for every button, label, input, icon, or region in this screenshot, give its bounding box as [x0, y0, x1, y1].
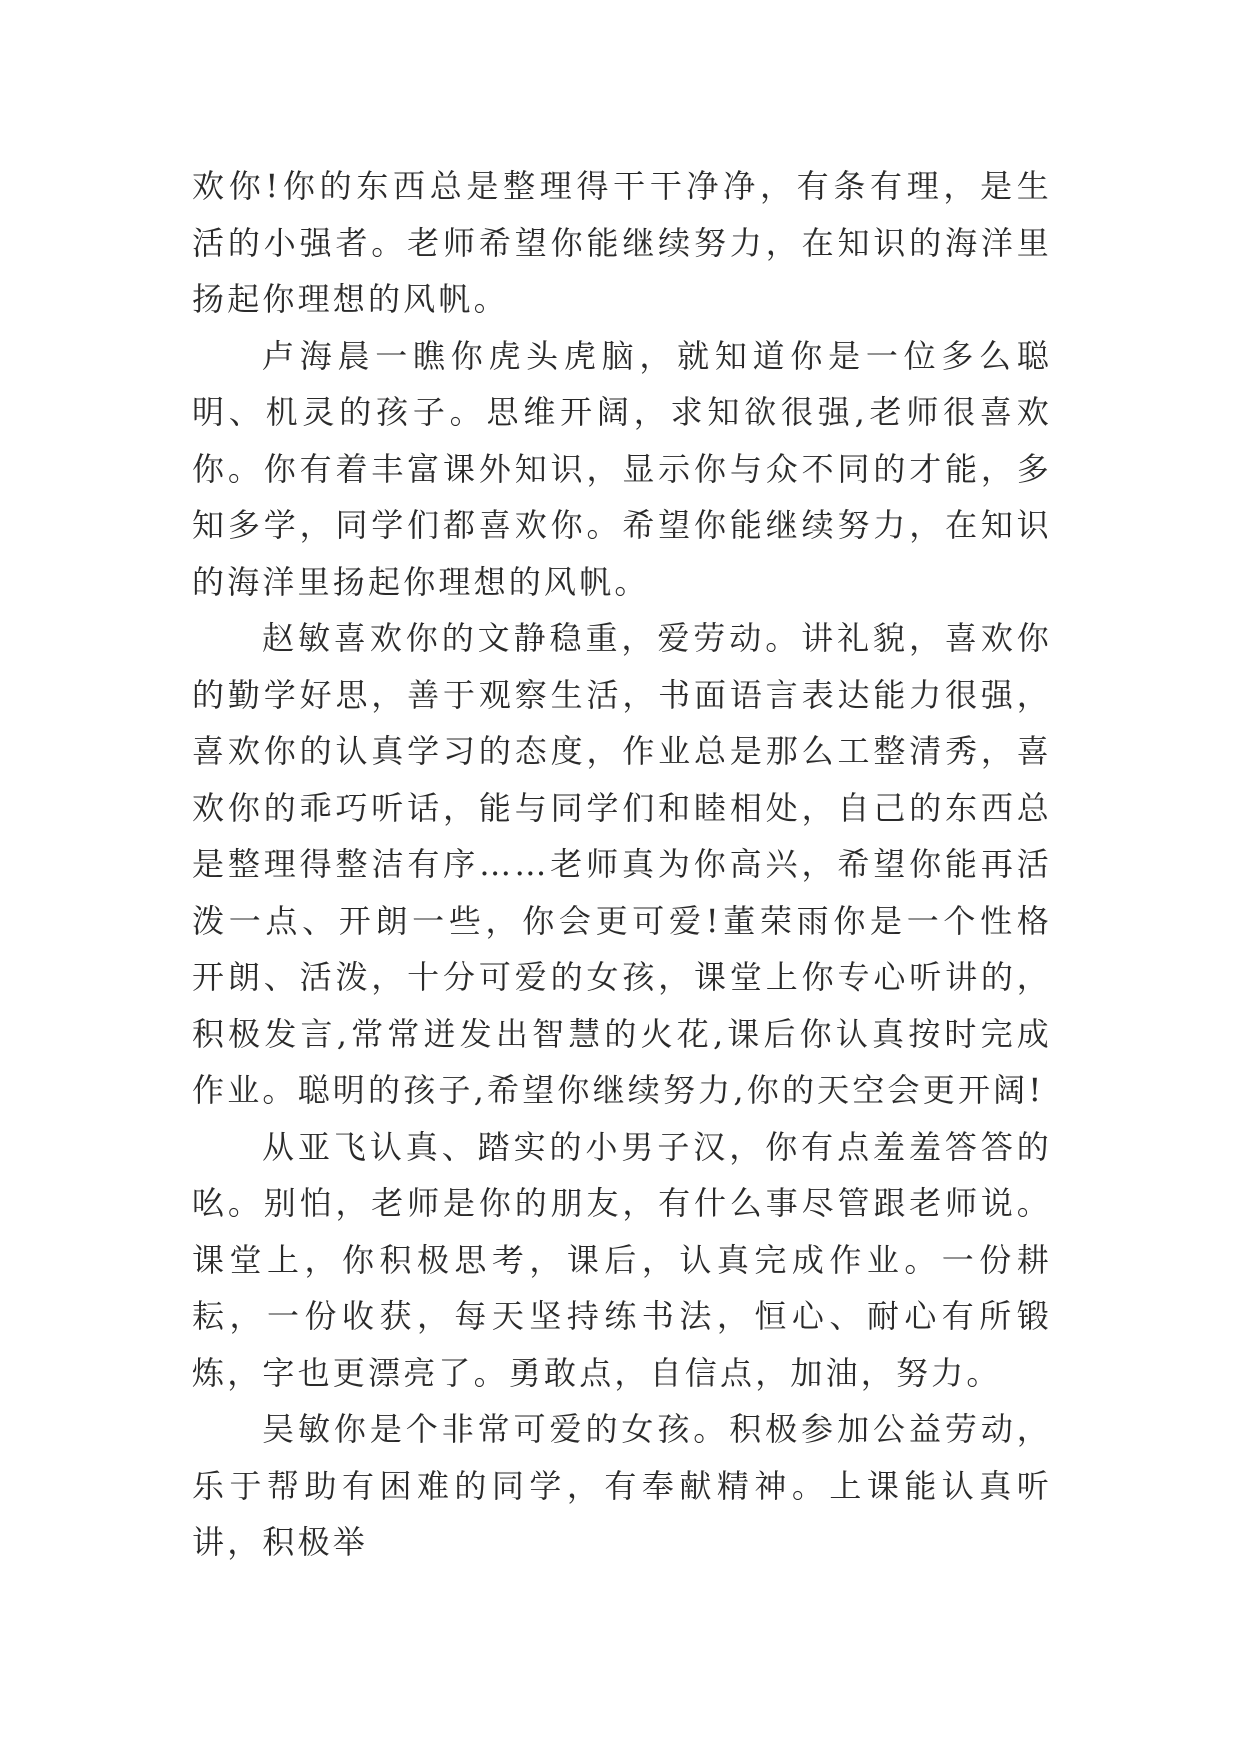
paragraph-cong-yafei: 从亚飞认真、踏实的小男子汉，你有点羞羞答答的吆。别怕，老师是你的朋友，有什么事尽管跟老师说。课堂上，你积极思考，课后，认真完成作业。一份耕耘，一份收获，每天坚持练书法，恒心、耐心有所锻炼，字也更漂亮了。勇敢点，自信点，加油，努力。 — [192, 1127, 1052, 1392]
paragraph-lu-haichen-intro-tail: 欢你!你的东西总是整理得干干净净，有条有理，是生活的小强者。老师希望你能继续努力，在知识的海洋里扬起你理想的风帆。 — [192, 167, 1052, 318]
paragraph-wu-min: 吴敏你是个非常可爱的女孩。积极参加公益劳动，乐于帮助有困难的同学，有奉献精神。上课能认真听讲，积极举 — [192, 1410, 1052, 1561]
paragraph-zhao-min: 赵敏喜欢你的文静稳重，爱劳动。讲礼貌，喜欢你的勤学好思，善于观察生活，书面语言表达能力很强，喜欢你的认真学习的态度，作业总是那么工整清秀，喜欢你的乖巧听话，能与同学们和睦相处，自己的东西总是整理得整洁有序……老师真为你高兴，希望你能再活泼一点、开朗一些，你会更可爱!董荣雨你是一个性格开朗、活泼，十分可爱的女孩，课堂上你专心听讲的，积极发言,常常迸发出智慧的火花,课后你认真按时完成作业。聪明的孩子,希望你继续努力,你的天空会更开阔! — [192, 619, 1052, 1109]
document-body — [192, 158, 1052, 1571]
paragraph-lu-haichen: 卢海晨一瞧你虎头虎脑，就知道你是一位多么聪明、机灵的孩子。思维开阔，求知欲很强,老师很喜欢你。你有着丰富课外知识，显示你与众不同的才能，多知多学，同学们都喜欢你。希望你能继续努力，在知识的海洋里扬起你理想的风帆。 — [192, 336, 1052, 601]
